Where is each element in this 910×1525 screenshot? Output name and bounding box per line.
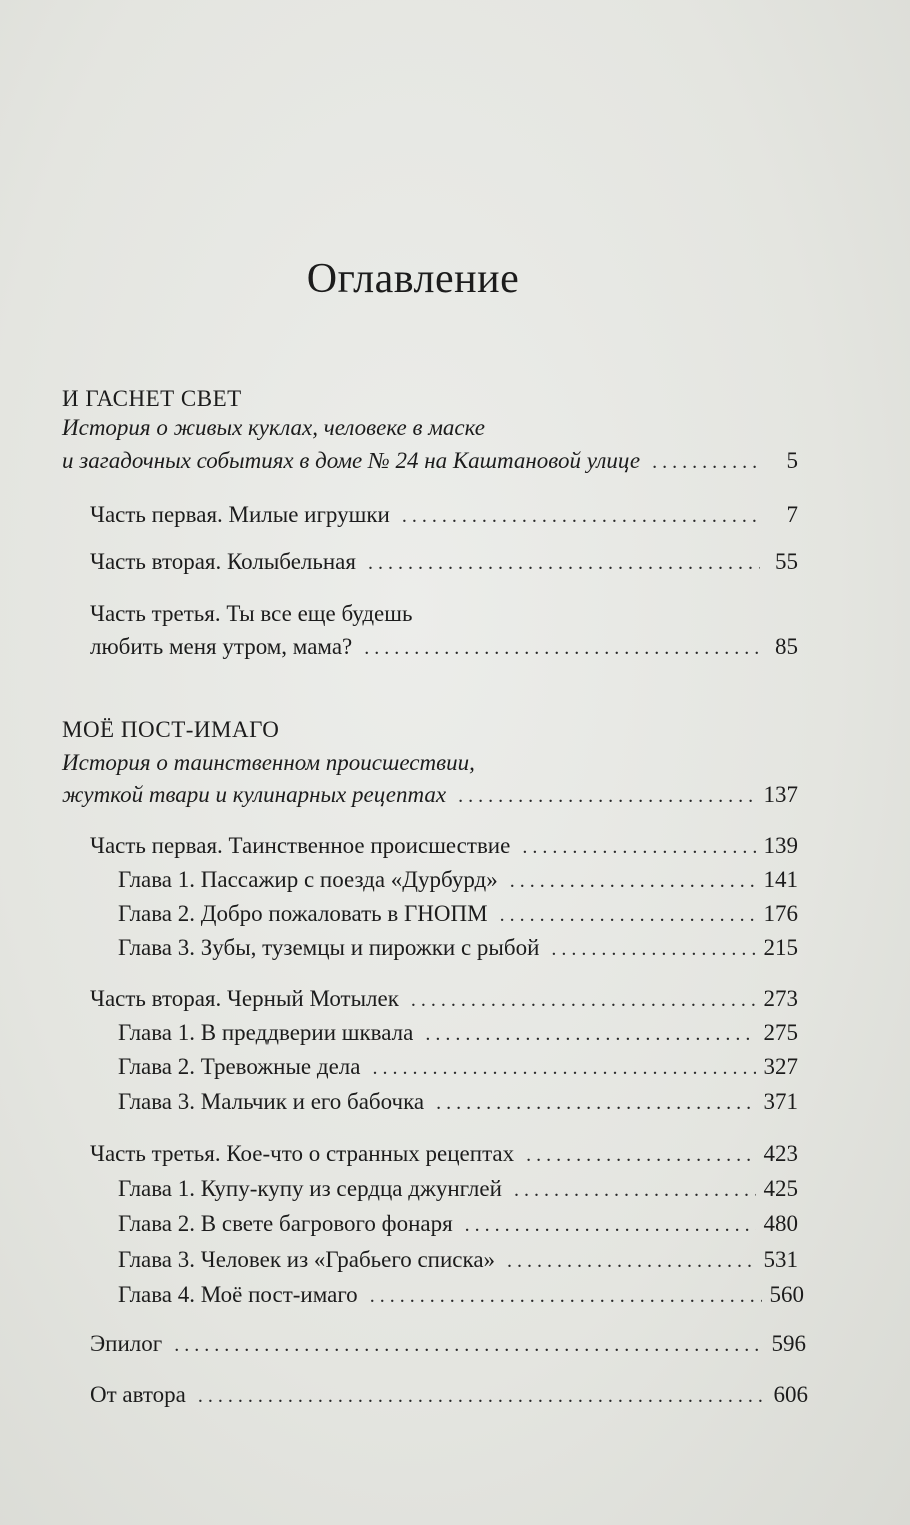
page-number: 176 <box>763 901 798 926</box>
toc-entry <box>118 865 798 896</box>
entry-label: Глава 3. Зубы, туземцы и пирожки с рыбой <box>118 935 540 960</box>
entry-label: Эпилог <box>90 1331 163 1356</box>
page-number: 371 <box>763 1089 798 1114</box>
leader-dots <box>411 985 756 1015</box>
toc-entry <box>90 632 798 663</box>
toc-entry-story1 <box>62 446 798 477</box>
toc-entry <box>118 1245 798 1276</box>
page-number: 596 <box>771 1331 806 1356</box>
leader-dots <box>402 501 760 531</box>
page-number: 141 <box>763 867 798 892</box>
toc-entry <box>90 1139 798 1170</box>
toc-entry <box>118 1052 798 1083</box>
page-number: 425 <box>763 1176 798 1201</box>
entry-label: Глава 3. Человек из «Грабьего списка» <box>118 1247 496 1272</box>
leader-dots <box>500 900 756 930</box>
leader-dots <box>514 1175 756 1205</box>
page-number: 85 <box>775 634 798 659</box>
leader-dots <box>551 934 755 964</box>
toc-entry <box>118 1209 798 1240</box>
story-title-1: И ГАСНЕТ СВЕТ <box>62 386 242 411</box>
story-subtitle-2-line2: жуткой твари и кулинарных рецептах <box>62 782 447 807</box>
entry-label-line1: Часть третья. Ты все еще будешь <box>90 601 413 626</box>
leader-dots <box>370 1281 762 1311</box>
page-number: 560 <box>769 1282 804 1307</box>
leader-dots <box>458 781 755 811</box>
entry-label: Часть первая. Милые игрушки <box>90 502 390 527</box>
page-number: 273 <box>763 986 798 1011</box>
leader-dots <box>425 1019 755 1049</box>
story-subtitle-2-line1: История о таинственном происшествии, <box>62 750 475 775</box>
entry-label-line2: любить меня утром, мама? <box>90 634 353 659</box>
toc-entry <box>118 1087 798 1118</box>
entry-label: Часть третья. Кое-что о странных рецептах <box>90 1141 515 1166</box>
page-number: 5 <box>786 448 798 473</box>
entry-label: Часть вторая. Колыбельная <box>90 549 356 574</box>
toc-entry <box>118 1018 798 1049</box>
toc-entry <box>90 500 798 531</box>
page-number: 139 <box>763 833 798 858</box>
leader-dots <box>368 548 760 578</box>
leader-dots <box>526 1140 755 1170</box>
story-title-2: МОЁ ПОСТ-ИМАГО <box>62 717 280 742</box>
entry-label: Часть вторая. Черный Мотылек <box>90 986 399 1011</box>
leader-dots <box>198 1381 766 1411</box>
entry-label: Глава 2. В свете багрового фонаря <box>118 1211 453 1236</box>
leader-dots <box>465 1210 756 1240</box>
toc-entry <box>90 984 798 1015</box>
entry-label: Глава 2. Добро пожаловать в ГНОПМ <box>118 901 488 926</box>
toc-entry <box>118 933 798 964</box>
entry-label: Глава 4. Моё пост-имаго <box>118 1282 358 1307</box>
page-number: 531 <box>763 1247 798 1272</box>
leader-dots <box>174 1330 763 1360</box>
entry-label: Глава 1. Купу-купу из сердца джунглей <box>118 1176 502 1201</box>
page-number: 480 <box>763 1211 798 1236</box>
page-number: 55 <box>775 549 798 574</box>
toc-entry <box>90 547 798 578</box>
toc-entry-story2 <box>62 780 798 811</box>
entry-label: Глава 1. Пассажир с поезда «Дурбурд» <box>118 867 498 892</box>
entry-label: Глава 1. В преддверии шквала <box>118 1020 414 1045</box>
page-number: 423 <box>763 1141 798 1166</box>
page-number: 327 <box>763 1054 798 1079</box>
page-number: 137 <box>763 782 798 807</box>
toc-entry <box>118 899 798 930</box>
page-number: 215 <box>763 935 798 960</box>
leader-dots <box>510 866 756 896</box>
leader-dots <box>364 633 760 663</box>
story-subtitle-1-line1: История о живых куклах, человеке в маске <box>62 415 486 440</box>
leader-dots <box>436 1088 755 1118</box>
toc-entry <box>90 831 798 862</box>
leader-dots <box>373 1053 756 1083</box>
leader-dots <box>522 832 755 862</box>
page-title: Оглавление <box>306 256 520 302</box>
page-number: 275 <box>763 1020 798 1045</box>
entry-label: Часть первая. Таинственное происшествие <box>90 833 511 858</box>
leader-dots <box>652 447 760 477</box>
story-subtitle-1-line2: и загадочных событиях в доме № 24 на Каштановой улице <box>62 448 641 473</box>
toc-entry <box>118 1280 804 1311</box>
page-number: 7 <box>786 502 798 527</box>
toc-entry <box>90 1329 806 1360</box>
leader-dots <box>507 1246 755 1276</box>
toc-entry <box>118 1174 798 1205</box>
entry-label: Глава 2. Тревожные дела <box>118 1054 361 1079</box>
entry-label: Глава 3. Мальчик и его бабочка <box>118 1089 425 1114</box>
entry-label: От автора <box>90 1382 186 1407</box>
toc-entry <box>90 1380 808 1411</box>
page-number: 606 <box>773 1382 808 1407</box>
